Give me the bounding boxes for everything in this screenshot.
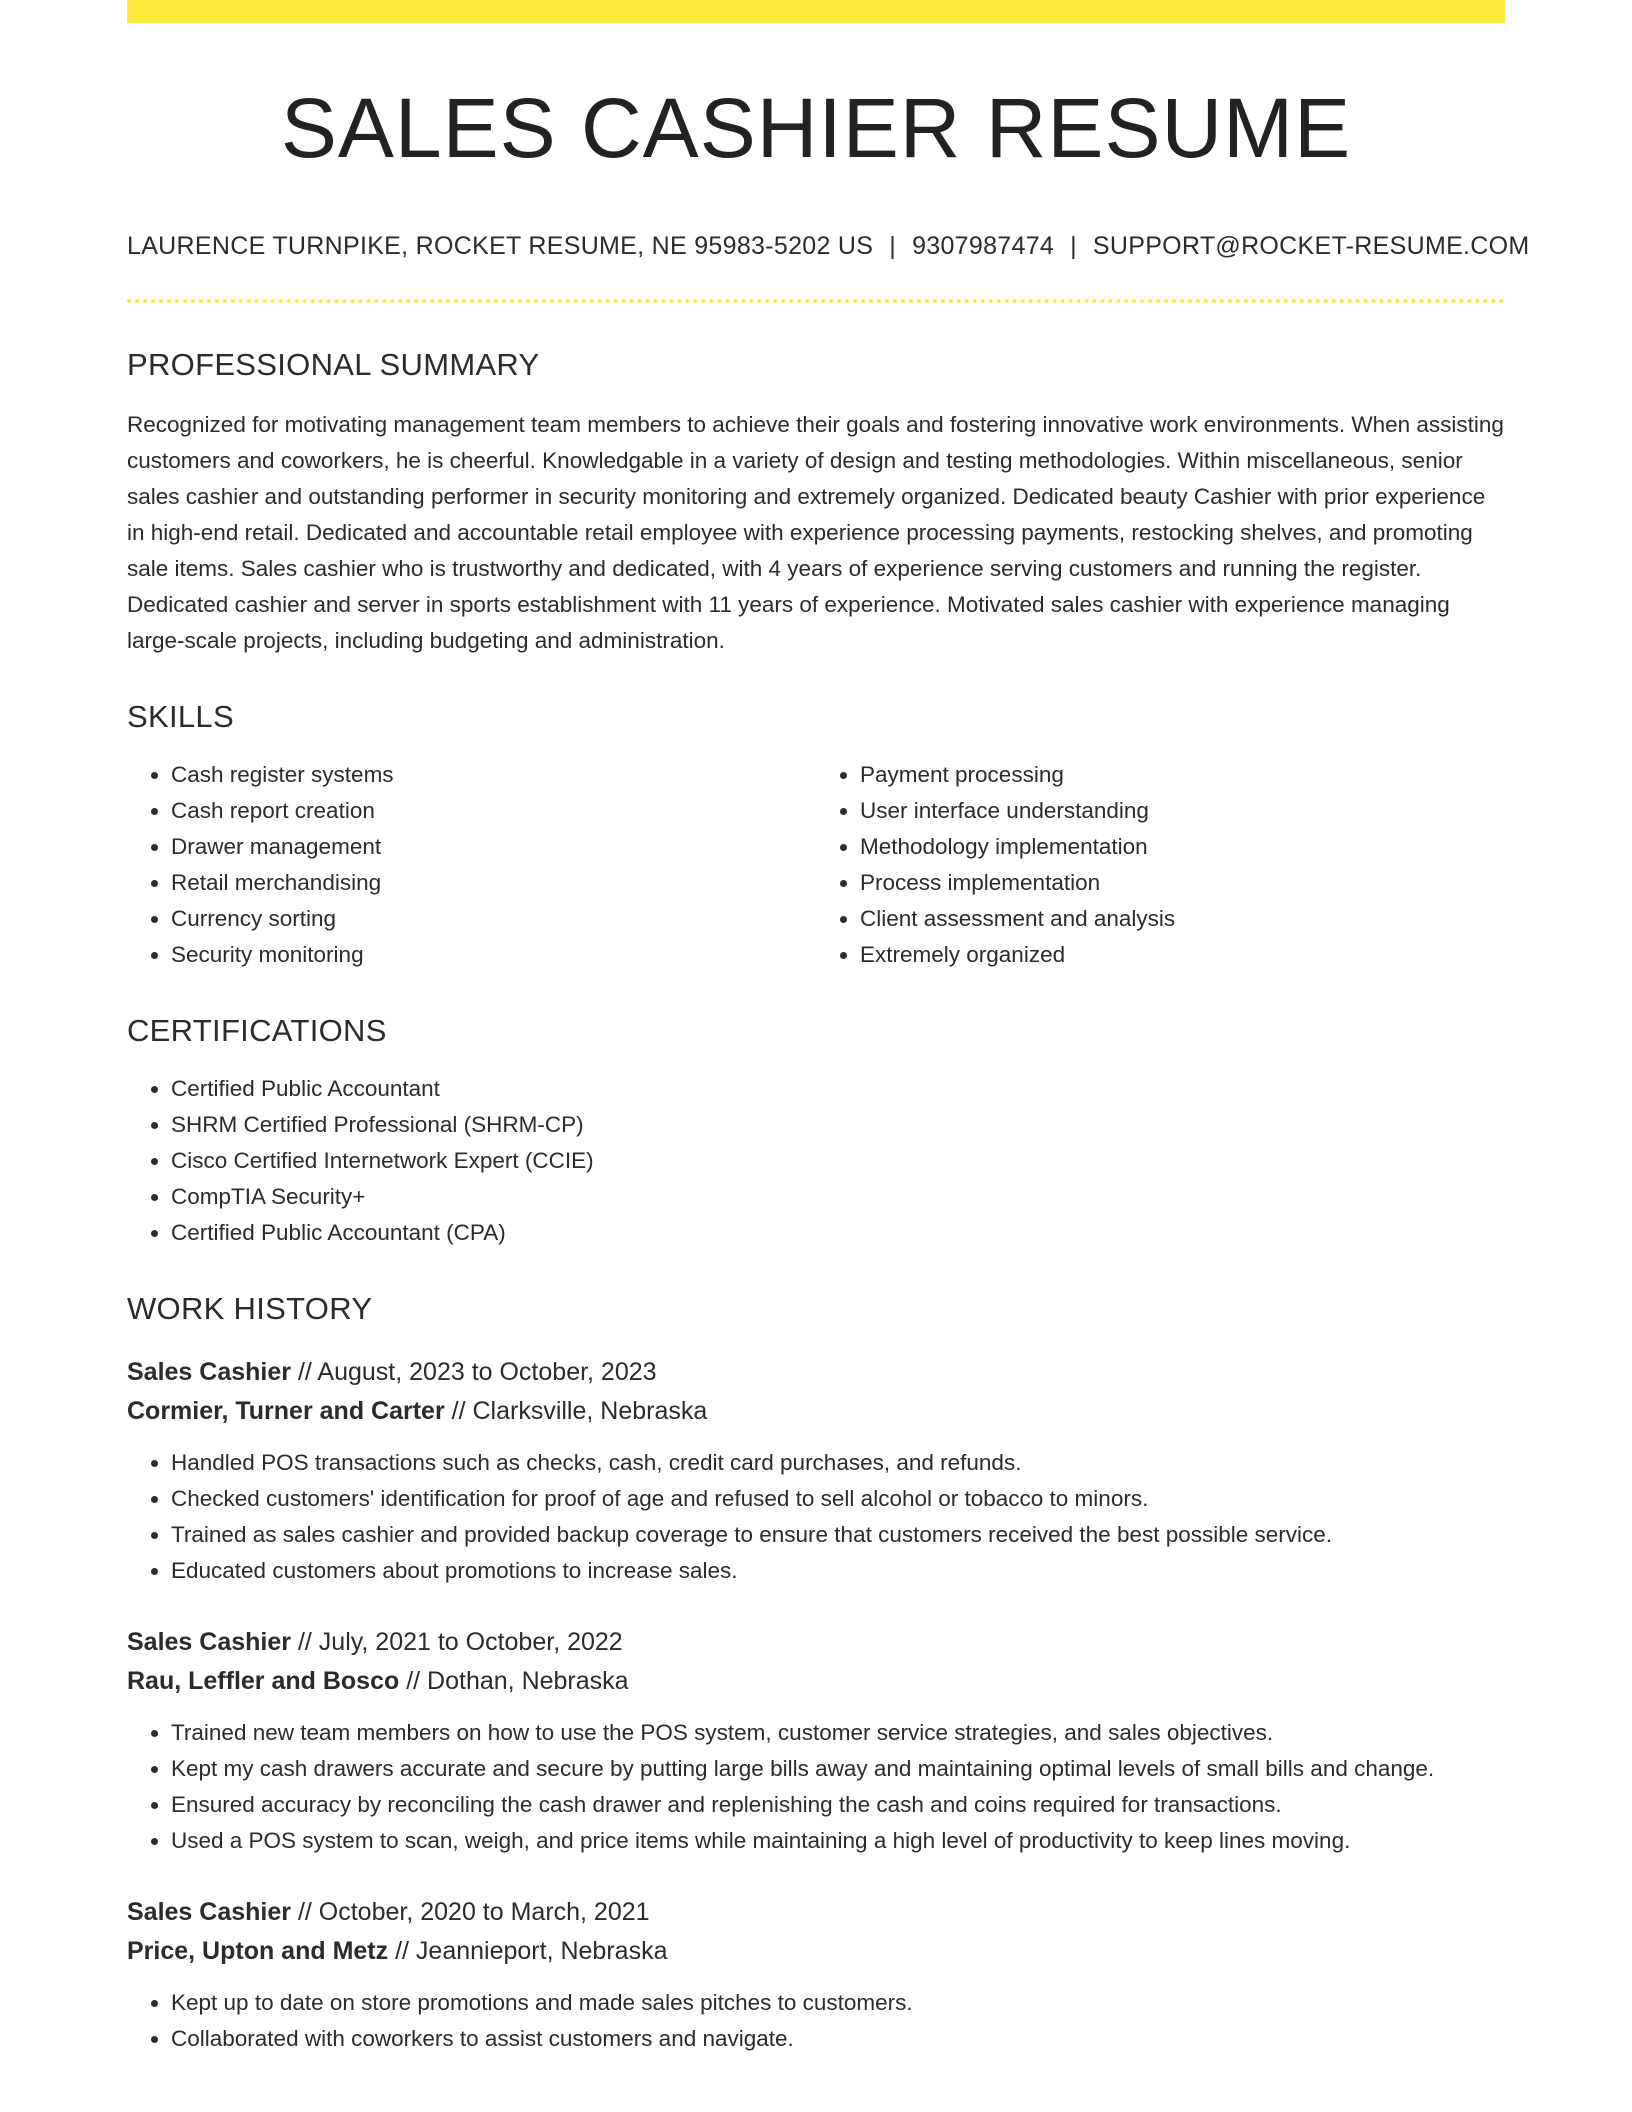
list-item: • Trained as sales cashier and provided backup coverage to ensure that customers received the best possible service. — [171, 1517, 1505, 1553]
job-company-line — [127, 1392, 1505, 1431]
list-item: • Kept up to date on store promotions and made sales pitches to customers. — [171, 1985, 1505, 2021]
summary-text: Recognized for motivating management team members to achieve their goals and fostering innovative work environments. When assisting customers and coworkers, he is cheerful. Knowledgable in a variety of design and testing methodologies. Within miscellaneous, senior sales cashier and outstanding performer in security monitoring and extremely organized. Dedicated beauty Cashier with prior experience in high-end retail. Dedicated and accountable retail employee with experience processing payments, restocking shelves, and promoting sale items. Sales cashier who is trustworthy and dedicated, with 4 years of experience serving customers and running the register. Dedicated cashier and server in sports establishment with 11 years of experience. Motivated sales cashier with experience managing large-scale projects, including budgeting and administration. — [127, 412, 1504, 653]
accent-top-bar — [127, 0, 1505, 23]
job-entry — [127, 1893, 1505, 2057]
work-history-heading: WORK HISTORY — [127, 1291, 373, 1326]
list-item: • Educated customers about promotions to increase sales. — [171, 1553, 1505, 1589]
contact-address: LAURENCE TURNPIKE, ROCKET RESUME, NE 95983-5202 US — [127, 232, 874, 260]
dotted-divider — [127, 299, 1505, 303]
skills-list-right — [816, 757, 1505, 973]
job-company: Rau, Leffler and Bosco — [127, 1667, 400, 1695]
list-item: • Process implementation — [860, 865, 1505, 901]
job-dates: // July, 2021 to October, 2022 — [297, 1628, 623, 1656]
list-item: • Currency sorting — [171, 901, 816, 937]
skills-heading: SKILLS — [127, 699, 234, 734]
list-item: • CompTIA Security+ — [171, 1179, 1505, 1215]
contact-line — [127, 232, 1530, 261]
list-item: • Cisco Certified Internetwork Expert (CCIE) — [171, 1143, 1505, 1179]
contact-phone[interactable]: 9307987474 — [912, 232, 1055, 260]
list-item: • Kept my cash drawers accurate and secure by putting large bills away and maintaining optimal levels of small bills and change. — [171, 1751, 1505, 1787]
job-bullets — [127, 1715, 1505, 1859]
contact-separator: | — [1070, 232, 1077, 260]
job-company-line — [127, 1662, 1505, 1701]
list-item: • Payment processing — [860, 757, 1505, 793]
contact-email[interactable]: SUPPORT@ROCKET-RESUME.COM — [1092, 232, 1530, 260]
list-item: • Extremely organized — [860, 937, 1505, 973]
job-role-line — [127, 1893, 1505, 1932]
job-entry — [127, 1623, 1505, 1859]
job-entry — [127, 1353, 1505, 1589]
job-role: Sales Cashier — [127, 1628, 291, 1656]
certifications-list — [127, 1071, 1505, 1251]
list-item: • SHRM Certified Professional (SHRM-CP) — [171, 1107, 1505, 1143]
list-item: • Used a POS system to scan, weigh, and price items while maintaining a high level of productivity to keep lines moving. — [171, 1823, 1505, 1859]
list-item: • Trained new team members on how to use the POS system, customer service strategies, and sales objectives. — [171, 1715, 1505, 1751]
list-item: • Retail merchandising — [171, 865, 816, 901]
job-role: Sales Cashier — [127, 1358, 291, 1386]
job-location: // Jeannieport, Nebraska — [395, 1937, 668, 1965]
skills-columns — [127, 735, 1505, 973]
list-item: • Handled POS transactions such as checks, cash, credit card purchases, and refunds. — [171, 1445, 1505, 1481]
contact-separator: | — [889, 232, 897, 260]
job-role: Sales Cashier — [127, 1898, 291, 1926]
list-item: • Cash register systems — [171, 757, 816, 793]
list-item: • Methodology implementation — [860, 829, 1505, 865]
list-item: • Certified Public Accountant — [171, 1071, 1505, 1107]
resume-page — [127, 0, 1530, 2057]
resume-title: SALES CASHIER RESUME — [280, 81, 1352, 175]
job-dates: // August, 2023 to October, 2023 — [297, 1358, 657, 1386]
certifications-heading: CERTIFICATIONS — [127, 1013, 387, 1048]
summary-heading: PROFESSIONAL SUMMARY — [127, 347, 540, 382]
job-dates: // October, 2020 to March, 2021 — [297, 1898, 650, 1926]
job-role-line — [127, 1353, 1505, 1392]
job-bullets — [127, 1445, 1505, 1589]
list-item: • Certified Public Accountant (CPA) — [171, 1215, 1505, 1251]
job-company-line — [127, 1932, 1505, 1971]
list-item: • Ensured accuracy by reconciling the cash drawer and replenishing the cash and coins required for transactions. — [171, 1787, 1505, 1823]
job-bullets — [127, 1985, 1505, 2057]
list-item: • User interface understanding — [860, 793, 1505, 829]
job-location: // Clarksville, Nebraska — [451, 1397, 708, 1425]
list-item: • Collaborated with coworkers to assist customers and navigate. — [171, 2021, 1505, 2057]
list-item: • Cash report creation — [171, 793, 816, 829]
job-location: // Dothan, Nebraska — [406, 1667, 629, 1695]
skills-list-left — [127, 757, 816, 973]
job-company: Price, Upton and Metz — [127, 1937, 389, 1965]
list-item: • Drawer management — [171, 829, 816, 865]
job-company: Cormier, Turner and Carter — [127, 1397, 445, 1425]
list-item: • Security monitoring — [171, 937, 816, 973]
list-item: • Checked customers' identification for proof of age and refused to sell alcohol or tobacco to minors. — [171, 1481, 1505, 1517]
list-item: • Client assessment and analysis — [860, 901, 1505, 937]
job-role-line — [127, 1623, 1505, 1662]
